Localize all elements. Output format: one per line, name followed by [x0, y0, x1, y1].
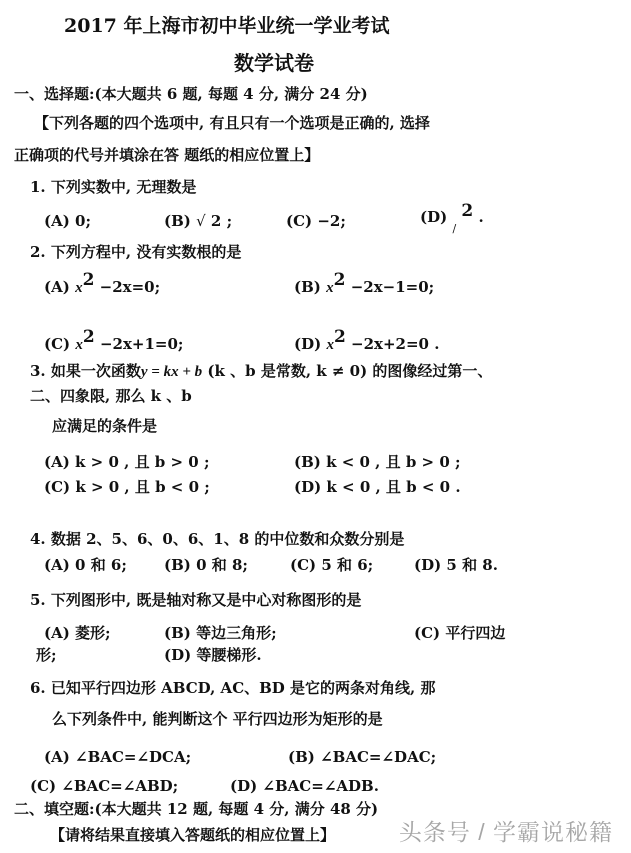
q2-option-d-rest: −2x+2=0 . — [351, 335, 440, 353]
q2-option-c-rest: −2x+1=0; — [99, 335, 184, 353]
q5-option-b: (B) 等边三角形; — [164, 624, 277, 642]
q1-option-c: (C) −2; — [286, 212, 346, 230]
q1-option-d: (D) $_/$ 2 . — [420, 201, 484, 235]
q3-stem-line3: 应满足的条件是 — [52, 417, 158, 435]
q6-stem-line2: 么下列条件中, 能判断这个 平行四边形为矩形的是 — [52, 710, 383, 728]
q1-option-a: (A) 0; — [44, 212, 92, 230]
q3-formula: y = kx + b — [140, 364, 203, 380]
q3-stem-part1: 3. 如果一次函数 — [30, 362, 141, 380]
section1-heading: 一、选择题:(本大题共 6 题, 每题 4 分, 满分 24 分) — [14, 85, 368, 103]
exam-title: 2017 年上海市初中毕业统一学业考试 — [64, 15, 390, 37]
q3-option-c: (C) k > 0 , 且 b < 0 ; — [44, 478, 210, 496]
q1-option-d-value: 2 — [461, 201, 474, 221]
q1-option-b: (B) √ 2 ; — [164, 212, 233, 230]
q2-option-d — [294, 327, 440, 354]
q2-option-b — [294, 270, 435, 297]
watermark: 头条号 / 学霸说秘籍 — [398, 819, 613, 845]
q3-stem-line1 — [30, 362, 492, 381]
q3-option-a: (A) k > 0 , 且 b > 0 ; — [44, 453, 210, 471]
q4-option-a: (A) 0 和 6; — [44, 556, 127, 574]
q5-option-d: (D) 等腰梯形. — [164, 646, 262, 664]
q1-stem: 1. 下列实数中, 无理数是 — [30, 178, 197, 196]
q2-option-b-var: x — [326, 280, 334, 296]
q2-option-a-label: (A) — [44, 278, 70, 296]
q3-option-b: (B) k < 0 , 且 b > 0 ; — [294, 453, 461, 471]
q6-option-c: (C) ∠BAC=∠ABD; — [30, 777, 179, 795]
q5-option-c: (C) 平行四边 — [414, 624, 506, 642]
exam-subtitle: 数学试卷 — [234, 51, 314, 75]
q2-option-d-label: (D) — [294, 335, 322, 353]
q2-option-c-exp: 2 — [82, 327, 95, 347]
section2-instruction: 【请将结果直接填入答题纸的相应位置上】 — [50, 826, 336, 844]
q2-option-d-var: x — [326, 337, 334, 353]
q6-option-a: (A) ∠BAC=∠DCA; — [44, 748, 192, 766]
q2-option-a-rest: −2x=0; — [99, 278, 161, 296]
q2-option-c-var: x — [75, 337, 83, 353]
q6-option-b: (B) ∠BAC=∠DAC; — [288, 748, 437, 766]
q4-option-d: (D) 5 和 8. — [414, 556, 498, 574]
q5-option-a: (A) 菱形; — [44, 624, 111, 642]
q2-stem: 2. 下列方程中, 没有实数根的是 — [30, 243, 242, 261]
section1-instruction-line2: 正确项的代号并填涂在答 题纸的相应位置上】 — [14, 146, 320, 164]
q4-stem: 4. 数据 2、5、6、0、6、1、8 的中位数和众数分别是 — [30, 530, 405, 548]
section2-heading: 二、填空题:(本大题共 12 题, 每题 4 分, 满分 48 分) — [14, 800, 379, 818]
q2-option-b-rest: −2x−1=0; — [350, 278, 435, 296]
q3-option-d: (D) k < 0 , 且 b < 0 . — [294, 478, 461, 496]
q3-stem-line2: 二、四象限, 那么 k 、b — [30, 387, 192, 405]
q6-stem-line1: 6. 已知平行四边形 ABCD, AC、BD 是它的两条对角线, 那 — [30, 679, 436, 697]
q1-option-d-label: (D) — [420, 208, 448, 226]
q2-option-d-exp: 2 — [333, 327, 346, 347]
q2-option-b-label: (B) — [294, 278, 321, 296]
q3-stem-part2: (k 、b 是常数, k ≠ 0) 的图像经过第一、 — [207, 362, 493, 380]
q2-option-a-exp: 2 — [82, 270, 95, 290]
q1-option-b-value: 2 — [210, 212, 222, 230]
q5-stem: 5. 下列图形中, 既是轴对称又是中心对称图形的是 — [30, 591, 362, 609]
q2-option-a-var: x — [75, 280, 83, 296]
q4-option-c: (C) 5 和 6; — [290, 556, 374, 574]
section1-instruction-line1: 【下列各题的四个选项中, 有且只有一个选项是正确的, 选择 — [34, 114, 430, 132]
q2-option-a — [44, 270, 161, 297]
q2-option-b-exp: 2 — [333, 270, 346, 290]
fraction-slash-icon: / — [452, 222, 457, 235]
q2-option-c-label: (C) — [44, 335, 71, 353]
q6-option-d: (D) ∠BAC=∠ADB. — [230, 777, 379, 795]
q5-option-c-continued: 形; — [36, 646, 57, 664]
q2-option-c — [44, 327, 184, 354]
q1-option-b-label: (B) — [164, 212, 191, 230]
q4-option-b: (B) 0 和 8; — [164, 556, 248, 574]
sqrt-radical-icon: √ — [196, 212, 206, 230]
